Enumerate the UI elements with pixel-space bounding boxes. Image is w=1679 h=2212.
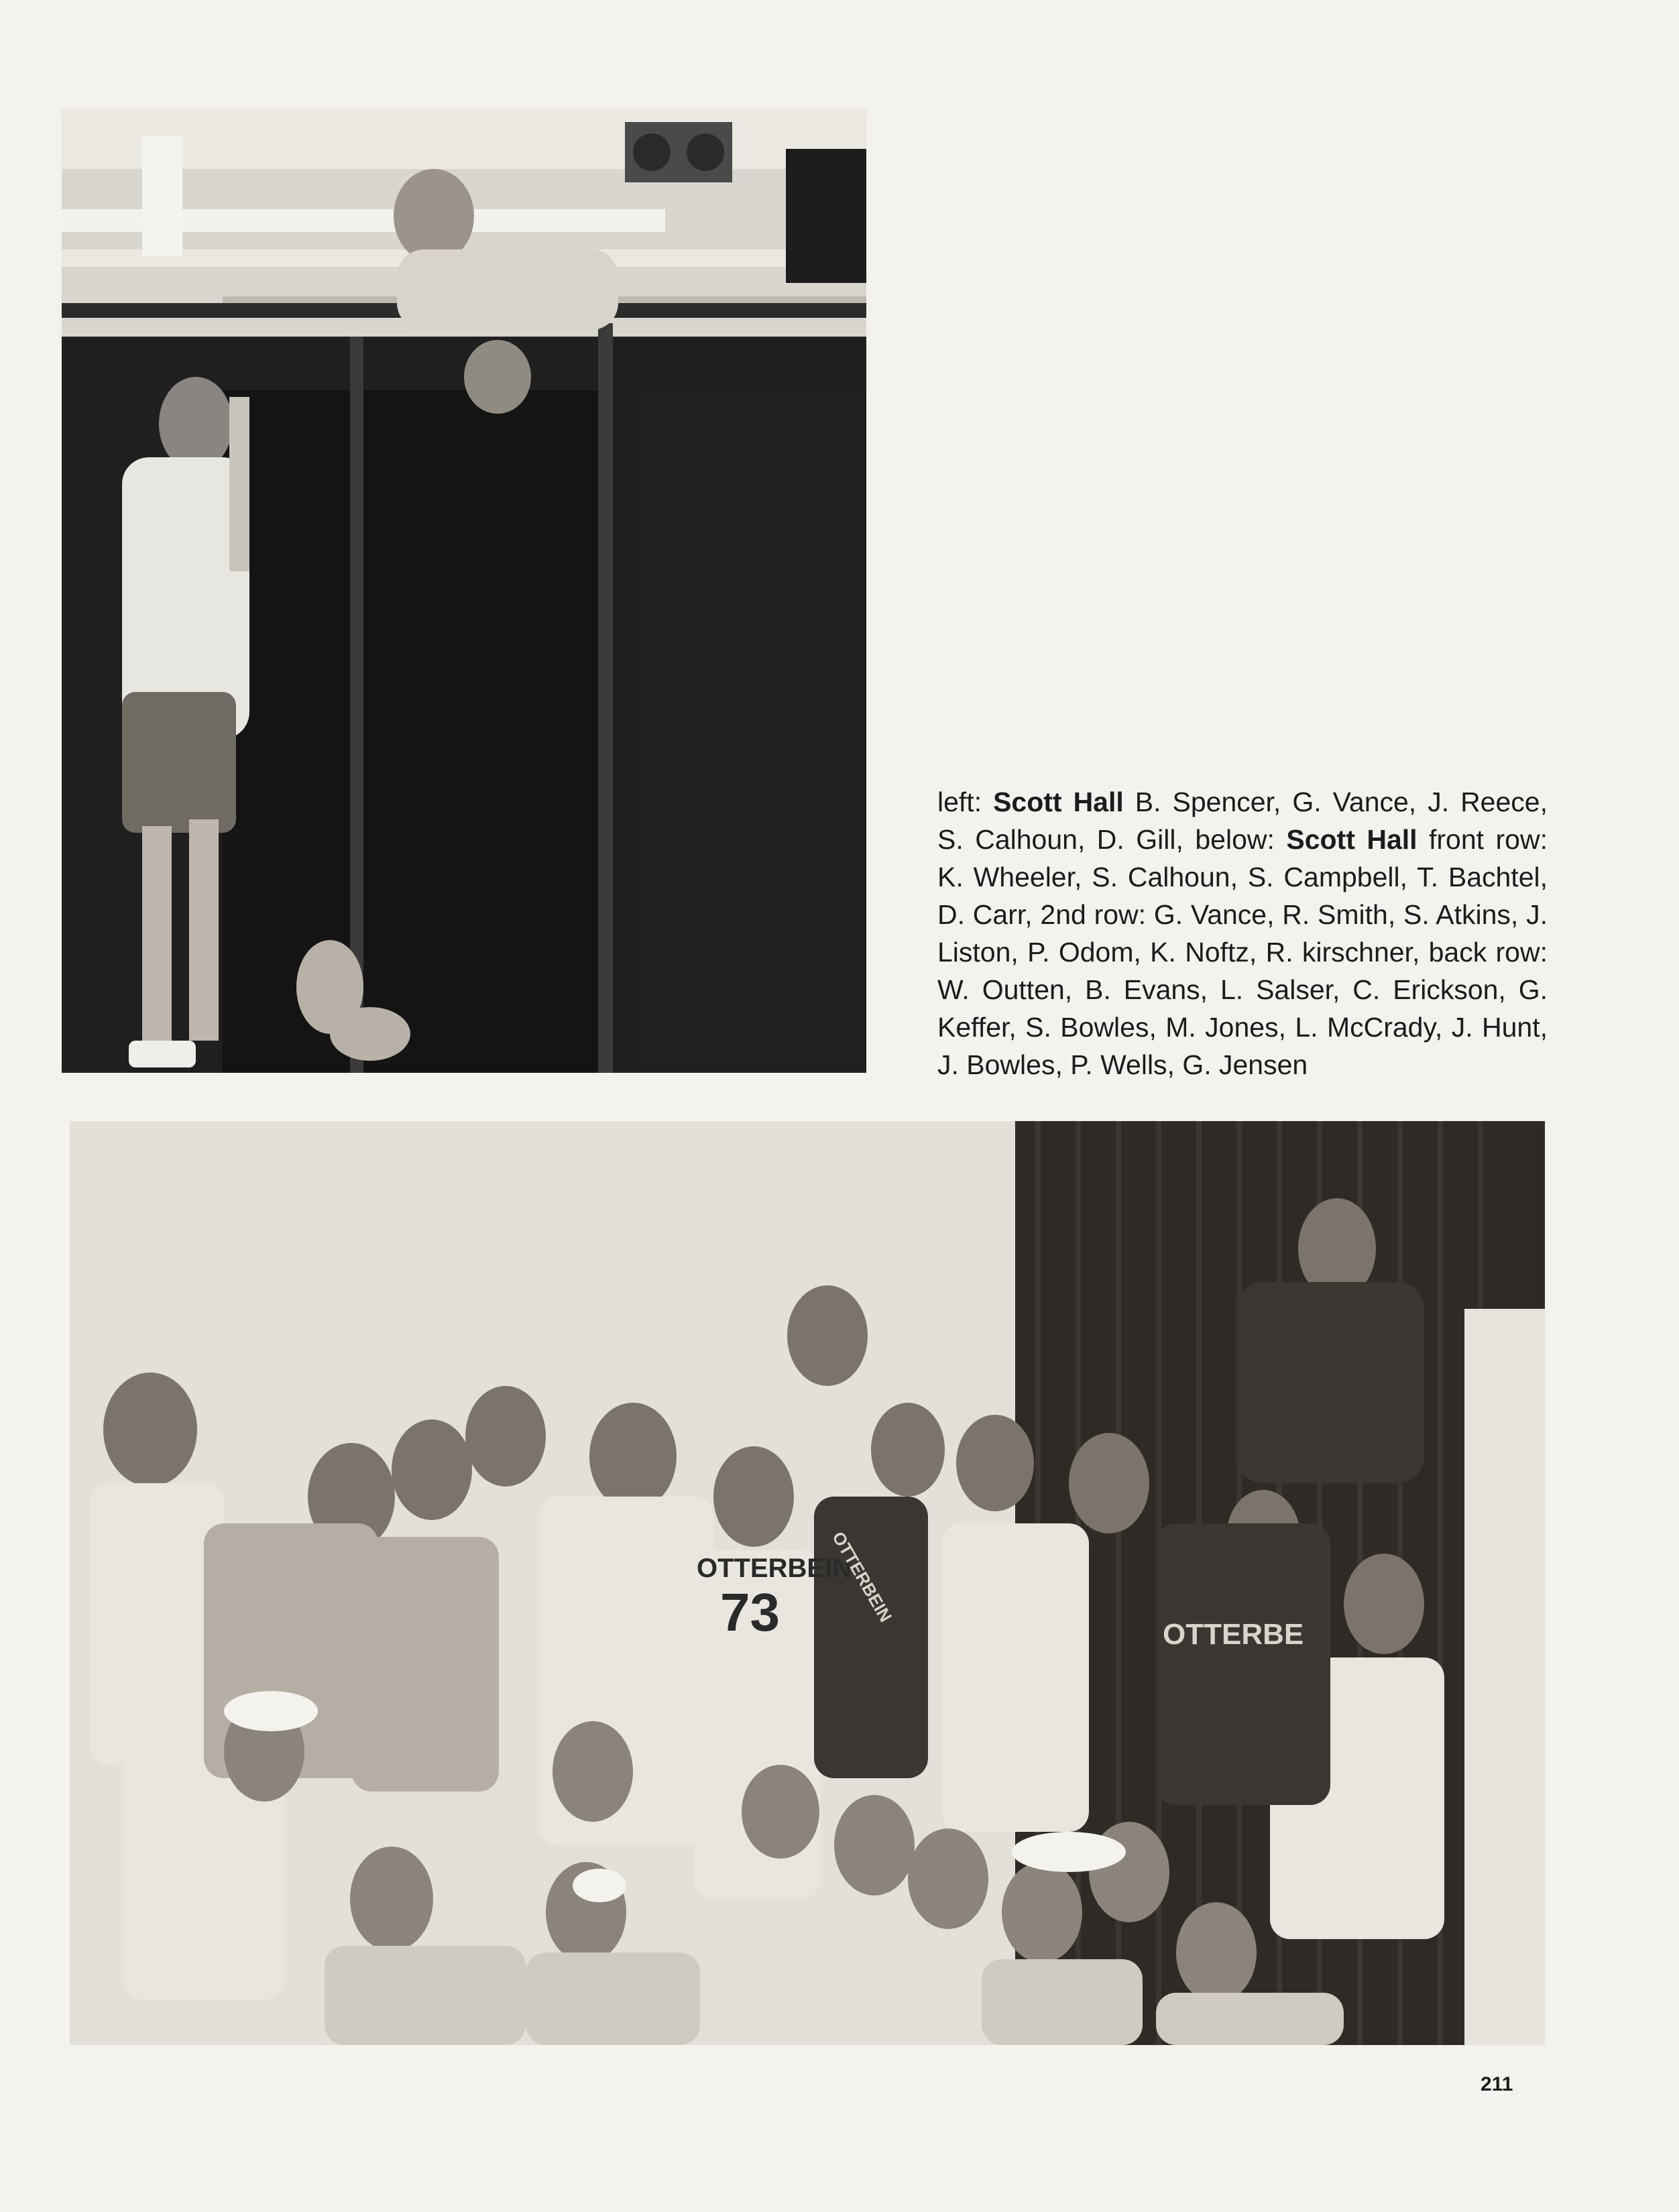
caption-hall-name-2: Scott Hall xyxy=(1286,824,1417,855)
photo-scott-hall-group xyxy=(70,1121,1545,2045)
page-number: 211 xyxy=(1481,2073,1513,2095)
caption-hall-name-1: Scott Hall xyxy=(993,787,1124,817)
caption-text-1: left: xyxy=(937,787,994,817)
caption-text-2: B. Spencer, G. Vance, J. Reece, S. Calhoun, D. Gill, below: xyxy=(937,787,1548,855)
caption-text-3: front row: K. Wheeler, S. Calhoun, S. Campbell, T. Bachtel, D. Carr, 2nd row: G. Vance, R. Smith, S. Atkins, J. Liston, P. Odom, K. Noftz, R. kirschner, back row: W. Outten, B. Evans, L. Salser, C. Erickson, G. Keffer, S. Bowles, M. Jones, L. McCrady, J. Hunt, J. Bowles, P. Wells, G. Jensen xyxy=(937,824,1548,1080)
shirt-lettering-otterbein-1: OTTERBEIN xyxy=(697,1554,852,1583)
shirt-number: 73 xyxy=(720,1582,780,1642)
shirt-lettering-otterbein-3: OTTERBEIN xyxy=(828,1528,896,1626)
photo-caption xyxy=(937,783,1548,1084)
shirt-lettering-otterbein-2: OTTERBE xyxy=(1163,1618,1304,1651)
photo-scott-hall-stalls-image xyxy=(62,109,866,1073)
photo-scott-hall-group-image xyxy=(70,1121,1545,2045)
photo-scott-hall-stalls xyxy=(62,109,866,1073)
